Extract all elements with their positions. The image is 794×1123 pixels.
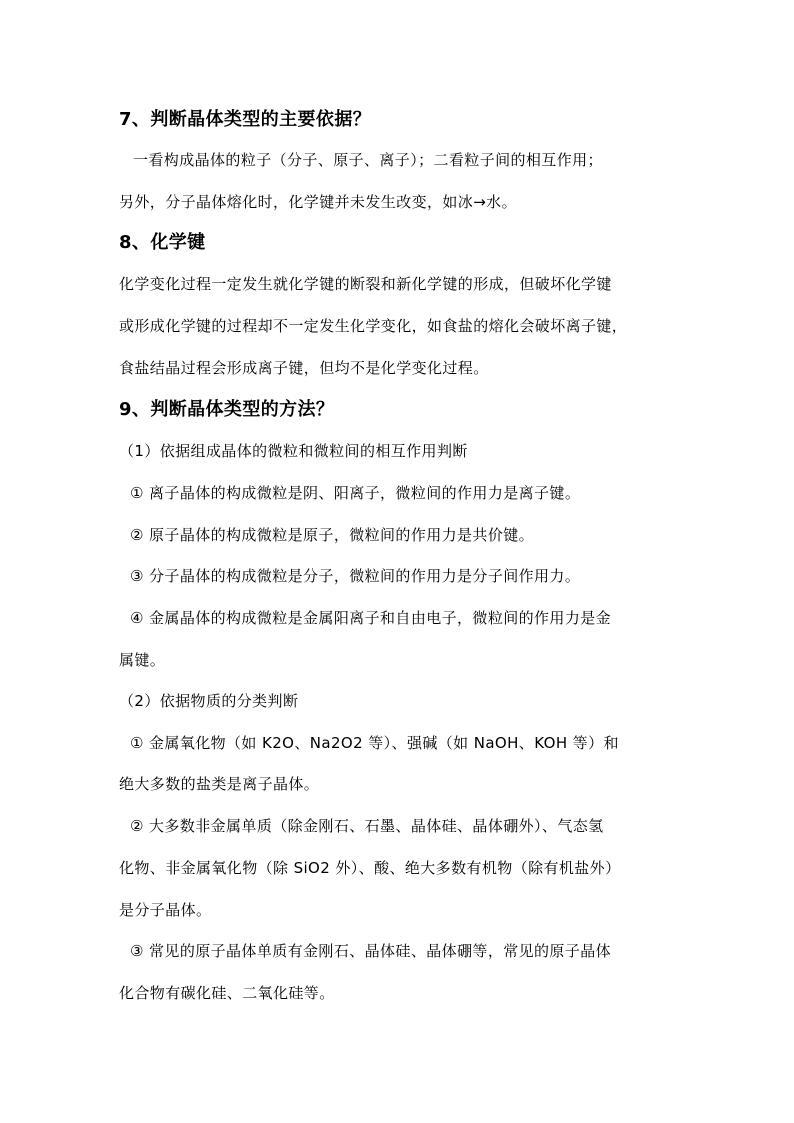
paragraph-line: 一看构成晶体的粒子（分子、原子、离子）；二看粒子间的相互作用； [133, 151, 603, 169]
paragraph-line: 绝大多数的盐类是离子晶体。 [119, 775, 320, 793]
section-heading-7: 7、判断晶体类型的主要依据？ [119, 109, 372, 130]
list-item: ④ 金属晶体的构成微粒是金属阳离子和自由电子，微粒间的作用力是金 [130, 609, 612, 627]
paragraph-line: 化学变化过程一定发生就化学键的断裂和新化学键的形成，但破坏化学键 [119, 275, 612, 293]
paragraph-line: 另外，分子晶体熔化时，化学键并未发生改变，如冰→水。 [119, 193, 517, 211]
paragraph-line: 化物、非金属氧化物（除 SiO2 外）、酸、绝大多数有机物（除有机盐外） [119, 859, 621, 877]
list-item: ② 原子晶体的构成微粒是原子，微粒间的作用力是共价键。 [130, 526, 535, 544]
list-item: ③ 分子晶体的构成微粒是分子，微粒间的作用力是分子间作用力。 [130, 567, 581, 585]
paragraph-line: 是分子晶体。 [119, 901, 212, 919]
list-item: ① 金属氧化物（如 K2O、Na2O2 等）、强碱（如 NaOH、KOH 等）和 [130, 734, 619, 752]
paragraph-line: 属键。 [119, 651, 166, 669]
list-item: ② 大多数非金属单质（除金刚石、石墨、晶体硅、晶体硼外）、气态氢 [130, 817, 604, 835]
section-heading-9: 9、判断晶体类型的方法？ [119, 399, 335, 420]
paragraph-line: 或形成化学键的过程却不一定发生化学变化，如食盐的熔化会破坏离子键， [119, 317, 628, 335]
subheading-line: （2）依据物质的分类判断 [119, 692, 299, 710]
paragraph-line: 食盐结晶过程会形成离子键，但均不是化学变化过程。 [119, 359, 489, 377]
subheading-line: （1）依据组成晶体的微粒和微粒间的相互作用判断 [119, 442, 468, 460]
list-item: ③ 常见的原子晶体单质有金刚石、晶体硅、晶体硼等，常见的原子晶体 [130, 942, 612, 960]
section-heading-8: 8、化学键 [119, 232, 206, 253]
paragraph-line: 化合物有碳化硅、二氧化硅等。 [119, 984, 335, 1002]
list-item: ① 离子晶体的构成微粒是阴、阳离子，微粒间的作用力是离子键。 [130, 484, 581, 502]
